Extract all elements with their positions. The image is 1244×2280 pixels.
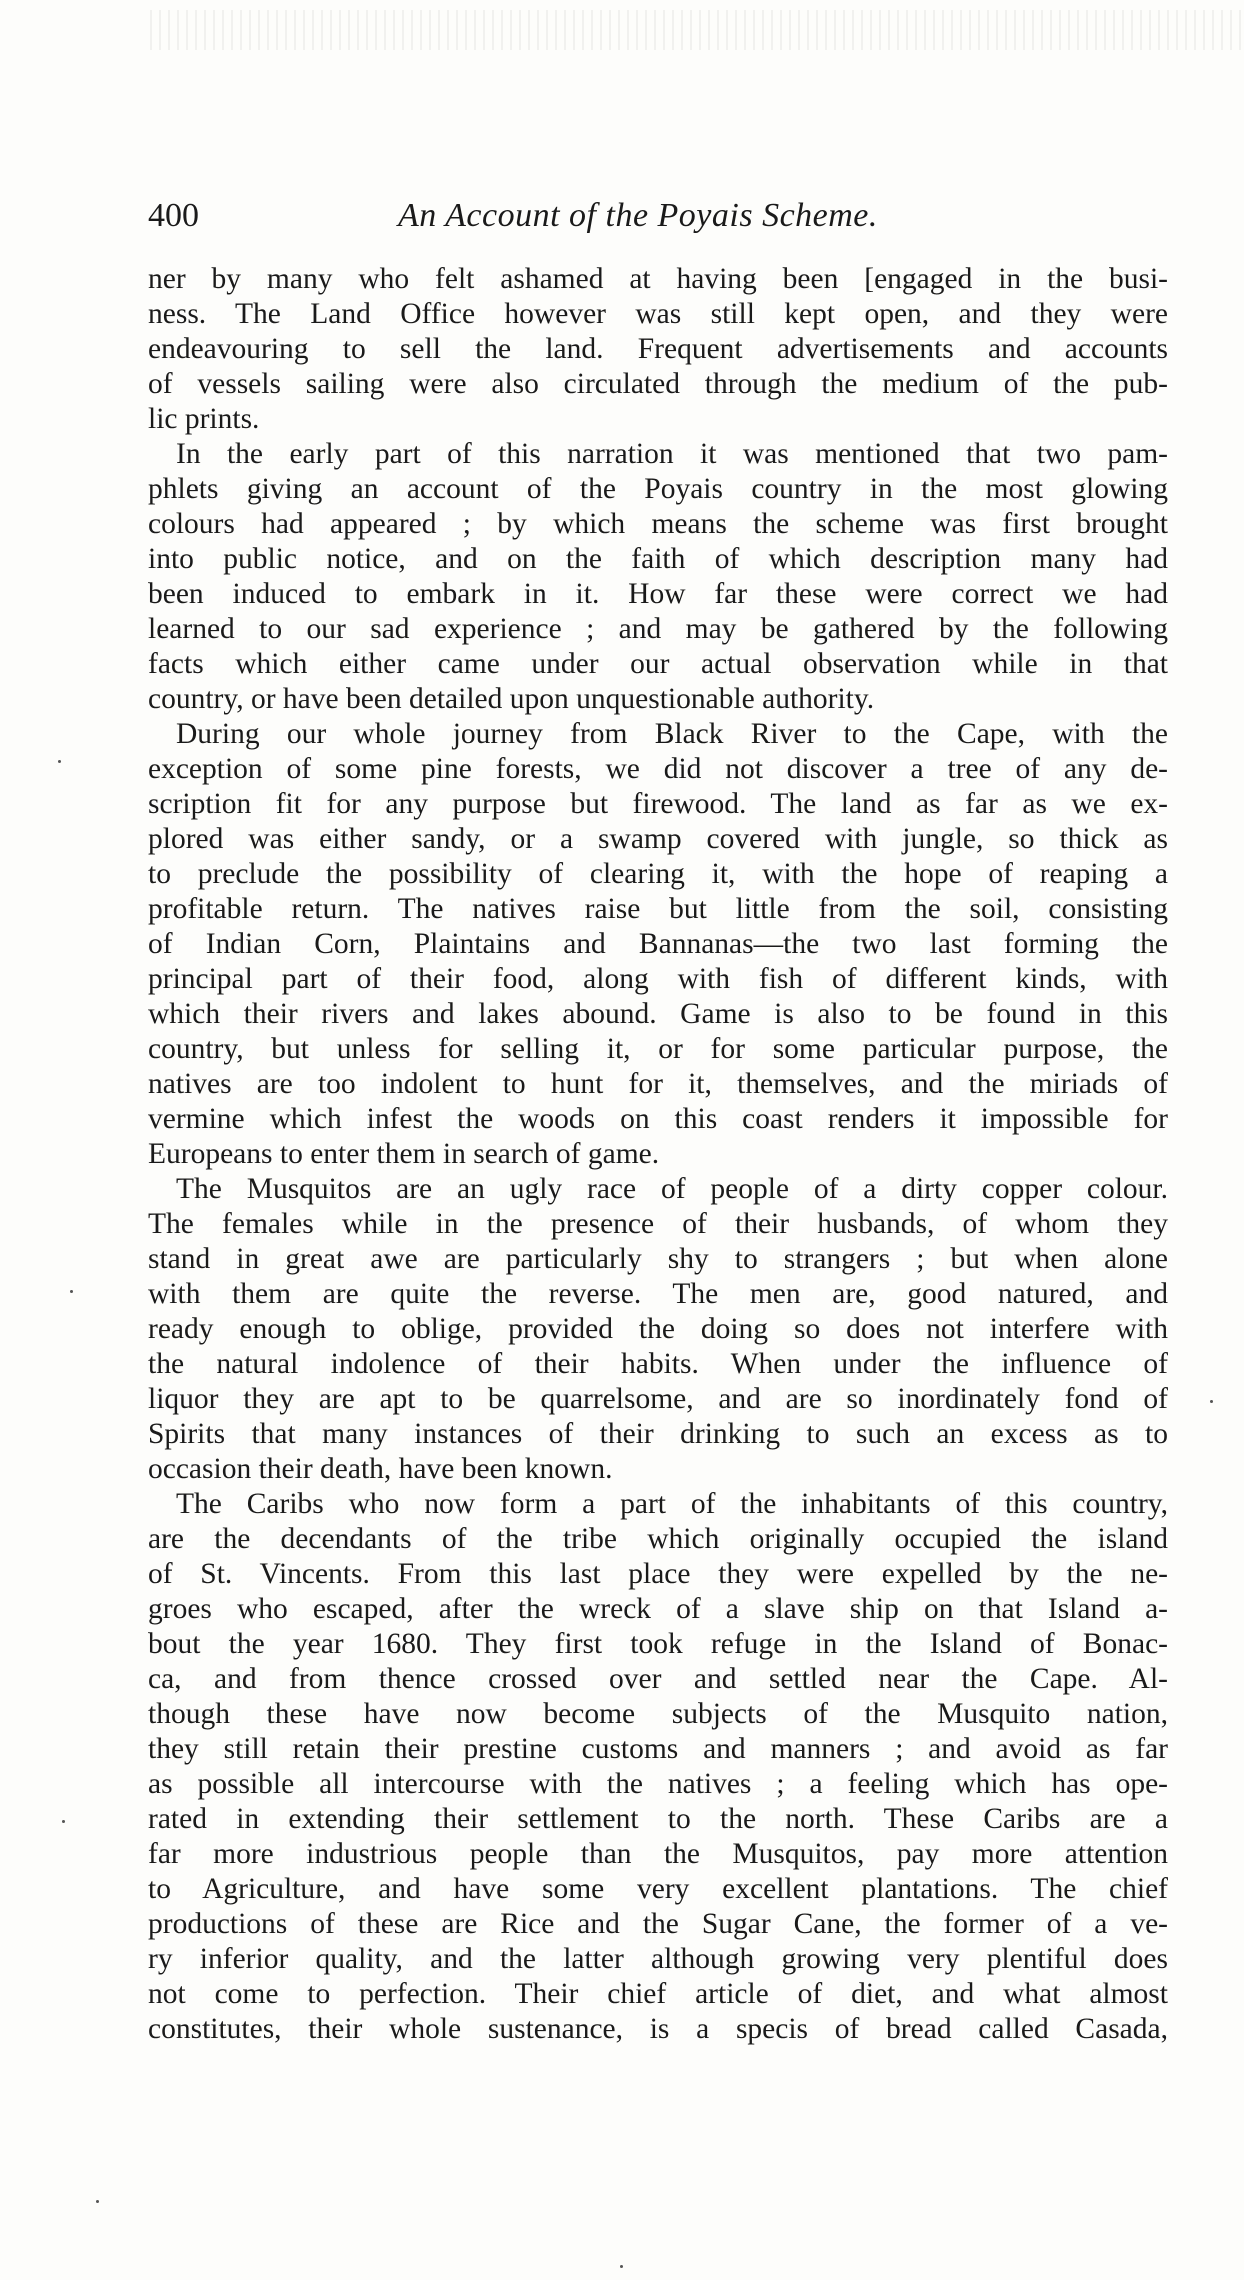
text-line: bout the year 1680. They first took refuge in the Island of Bonac-	[148, 1628, 1168, 1660]
scan-speck	[58, 760, 61, 763]
scan-speck	[96, 2200, 99, 2203]
text-line: with them are quite the reverse. The men are, good natured, and	[148, 1278, 1168, 1310]
text-line: exception of some pine forests, we did not discover a tree of any de-	[148, 753, 1168, 785]
text-line: profitable return. The natives raise but little from the soil, consisting	[148, 893, 1168, 925]
text-line: scription fit for any purpose but firewood. The land as far as we ex-	[148, 788, 1168, 820]
page-number: 400	[148, 197, 199, 234]
text-line: lic prints.	[148, 403, 260, 435]
text-line: ry inferior quality, and the latter although growing very plentiful does	[148, 1943, 1168, 1975]
text-line: been induced to embark in it. How far these were correct we had	[148, 578, 1168, 610]
text-line: though these have now become subjects of the Musquito nation,	[148, 1698, 1168, 1730]
text-line: to Agriculture, and have some very excellent plantations. The chief	[148, 1873, 1168, 1905]
text-line: country, but unless for selling it, or for some particular purpose, the	[148, 1033, 1168, 1065]
text-line: constitutes, their whole sustenance, is a specis of bread called Casada,	[148, 2013, 1168, 2045]
text-line: of vessels sailing were also circulated through the medium of the pub-	[148, 368, 1168, 400]
text-line: colours had appeared ; by which means the scheme was first brought	[148, 508, 1168, 540]
text-line: The Musquitos are an ugly race of people of a dirty copper colour.	[176, 1173, 1168, 1205]
text-line: not come to perfection. Their chief article of diet, and what almost	[148, 1978, 1168, 2010]
text-line: productions of these are Rice and the Sugar Cane, the former of a ve-	[148, 1908, 1168, 1940]
text-line: phlets giving an account of the Poyais country in the most glowing	[148, 473, 1168, 505]
text-line: to preclude the possibility of clearing it, with the hope of reaping a	[148, 858, 1168, 890]
text-line: natives are too indolent to hunt for it, themselves, and the miriads of	[148, 1068, 1168, 1100]
text-line: ca, and from thence crossed over and settled near the Cape. Al-	[148, 1663, 1168, 1695]
text-line: ready enough to oblige, provided the doing so does not interfere with	[148, 1313, 1168, 1345]
scan-speck	[1210, 1400, 1213, 1403]
body-text	[148, 262, 1168, 2047]
text-line: vermine which infest the woods on this coast renders it impossible for	[148, 1103, 1168, 1135]
text-line: The females while in the presence of their husbands, of whom they	[148, 1208, 1168, 1240]
page-header	[148, 190, 1168, 242]
scan-speck	[62, 1820, 65, 1823]
text-line: they still retain their prestine customs and manners ; and avoid as far	[148, 1733, 1168, 1765]
text-line: stand in great awe are particularly shy to strangers ; but when alone	[148, 1243, 1168, 1275]
text-line: ness. The Land Office however was still kept open, and they were	[148, 298, 1168, 330]
text-line: of St. Vincents. From this last place they were expelled by the ne-	[148, 1558, 1168, 1590]
text-line: principal part of their food, along with fish of different kinds, with	[148, 963, 1168, 995]
text-line: country, or have been detailed upon unquestionable authority.	[148, 683, 875, 715]
text-line: ner by many who felt ashamed at having been [engaged in the busi-	[148, 263, 1168, 295]
scan-noise	[150, 10, 1244, 50]
running-head: An Account of the Poyais Scheme.	[398, 197, 878, 234]
text-line: far more industrious people than the Musquitos, pay more attention	[148, 1838, 1168, 1870]
text-line: Europeans to enter them in search of game.	[148, 1138, 660, 1170]
text-line: During our whole journey from Black River to the Cape, with the	[176, 718, 1168, 750]
text-line: groes who escaped, after the wreck of a slave ship on that Island a-	[148, 1593, 1168, 1625]
text-line: learned to our sad experience ; and may be gathered by the following	[148, 613, 1168, 645]
scan-speck	[620, 2265, 623, 2268]
text-line: the natural indolence of their habits. When under the influence of	[148, 1348, 1168, 1380]
text-line: liquor they are apt to be quarrelsome, and are so inordinately fond of	[148, 1383, 1168, 1415]
text-line: which their rivers and lakes abound. Game is also to be found in this	[148, 998, 1168, 1030]
text-line: as possible all intercourse with the natives ; a feeling which has ope-	[148, 1768, 1168, 1800]
text-line: The Caribs who now form a part of the inhabitants of this country,	[176, 1488, 1168, 1520]
text-line: occasion their death, have been known.	[148, 1453, 613, 1485]
text-line: endeavouring to sell the land. Frequent advertisements and accounts	[148, 333, 1168, 365]
text-line: plored was either sandy, or a swamp covered with jungle, so thick as	[148, 823, 1168, 855]
text-line: In the early part of this narration it was mentioned that two pam-	[176, 438, 1168, 470]
scan-speck	[70, 1290, 73, 1293]
text-line: into public notice, and on the faith of which description many had	[148, 543, 1168, 575]
text-line: are the decendants of the tribe which originally occupied the island	[148, 1523, 1168, 1555]
text-line: Spirits that many instances of their drinking to such an excess as to	[148, 1418, 1168, 1450]
text-line: facts which either came under our actual observation while in that	[148, 648, 1168, 680]
text-line: of Indian Corn, Plaintains and Bannanas—the two last forming the	[148, 928, 1168, 960]
text-line: rated in extending their settlement to the north. These Caribs are a	[148, 1803, 1168, 1835]
